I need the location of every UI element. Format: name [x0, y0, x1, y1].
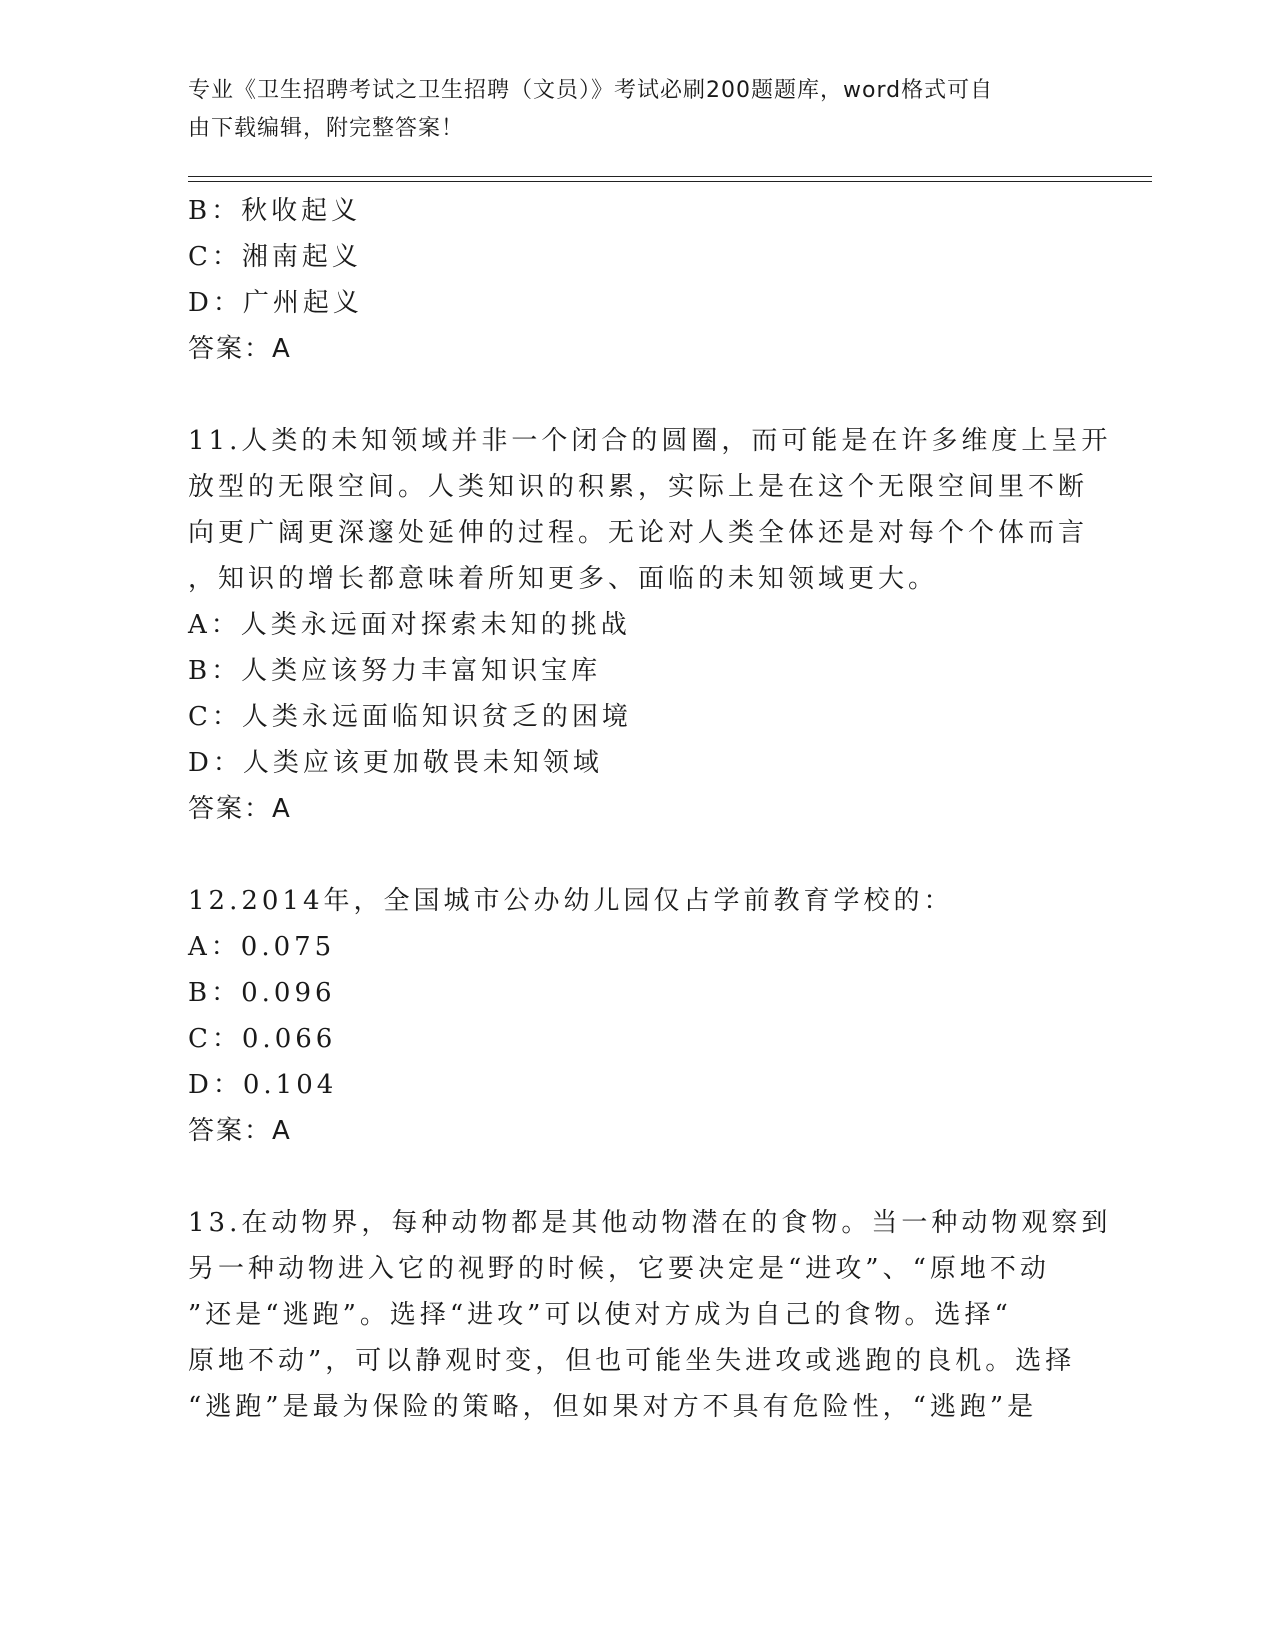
question-stem-line: 11.人类的未知领域并非一个闭合的圆圈，而可能是在许多维度上呈开 — [188, 426, 1112, 456]
header-line-1: 专业《卫生招聘考试之卫生招聘（文员）》考试必刷200题题库，word格式可自 — [188, 78, 994, 103]
question-stem-line: 另一种动物进入它的视野的时候，它要决定是“进攻”、“原地不动 — [188, 1254, 1050, 1284]
question-stem-line: ，知识的增长都意味着所知更多、面临的未知领域更大。 — [188, 564, 939, 594]
question-stem-line: 13.在动物界，每种动物都是其他动物潜在的食物。当一种动物观察到 — [188, 1208, 1112, 1238]
spacer — [188, 372, 1088, 418]
option-c: C：人类永远面临知识贫乏的困境 — [188, 702, 632, 732]
option-c: C：0.066 — [188, 1024, 337, 1054]
option-a: A：人类永远面对探索未知的挑战 — [188, 610, 631, 640]
option-b: B：秋收起义 — [188, 196, 362, 226]
document-body — [188, 188, 1112, 1430]
question-stem-line: 原地不动”，可以静观时变，但也可能坐失进攻或逃跑的良机。选择 — [188, 1346, 1076, 1376]
option-b: B：0.096 — [188, 978, 336, 1008]
question-stem-line: “逃跑”是最为保险的策略，但如果对方不具有危险性，“逃跑”是 — [188, 1392, 1038, 1422]
question-stem-line: 向更广阔更深邃处延伸的过程。无论对人类全体还是对每个个体而言 — [188, 518, 1089, 548]
option-d: D：广州起义 — [188, 288, 363, 318]
option-d: D：人类应该更加敬畏未知领域 — [188, 748, 603, 778]
option-b: B：人类应该努力丰富知识宝库 — [188, 656, 602, 686]
document-header — [188, 72, 1068, 148]
option-d: D：0.104 — [188, 1070, 338, 1100]
answer-line: 答案：A — [188, 334, 292, 364]
header-divider-top — [188, 176, 1152, 177]
question-12 — [188, 878, 1088, 1154]
option-c: C：湘南起义 — [188, 242, 362, 272]
question-11 — [188, 418, 1112, 832]
answer-line: 答案：A — [188, 1116, 292, 1146]
header-divider-bottom — [188, 181, 1152, 182]
question-stem-line: 放型的无限空间。人类知识的积累，实际上是在这个无限空间里不断 — [188, 472, 1089, 502]
question-10-continued — [188, 188, 1088, 372]
question-stem-line: ”还是“逃跑”。选择“进攻”可以使对方成为自己的食物。选择“ — [188, 1300, 1012, 1330]
spacer — [188, 1154, 1088, 1200]
option-a: A：0.075 — [188, 932, 336, 962]
header-line-2: 由下载编辑，附完整答案！ — [188, 116, 465, 141]
answer-line: 答案：A — [188, 794, 292, 824]
question-13 — [188, 1200, 1112, 1430]
question-stem-line: 12.2014年，全国城市公办幼儿园仅占学前教育学校的： — [188, 886, 954, 916]
spacer — [188, 832, 1088, 878]
